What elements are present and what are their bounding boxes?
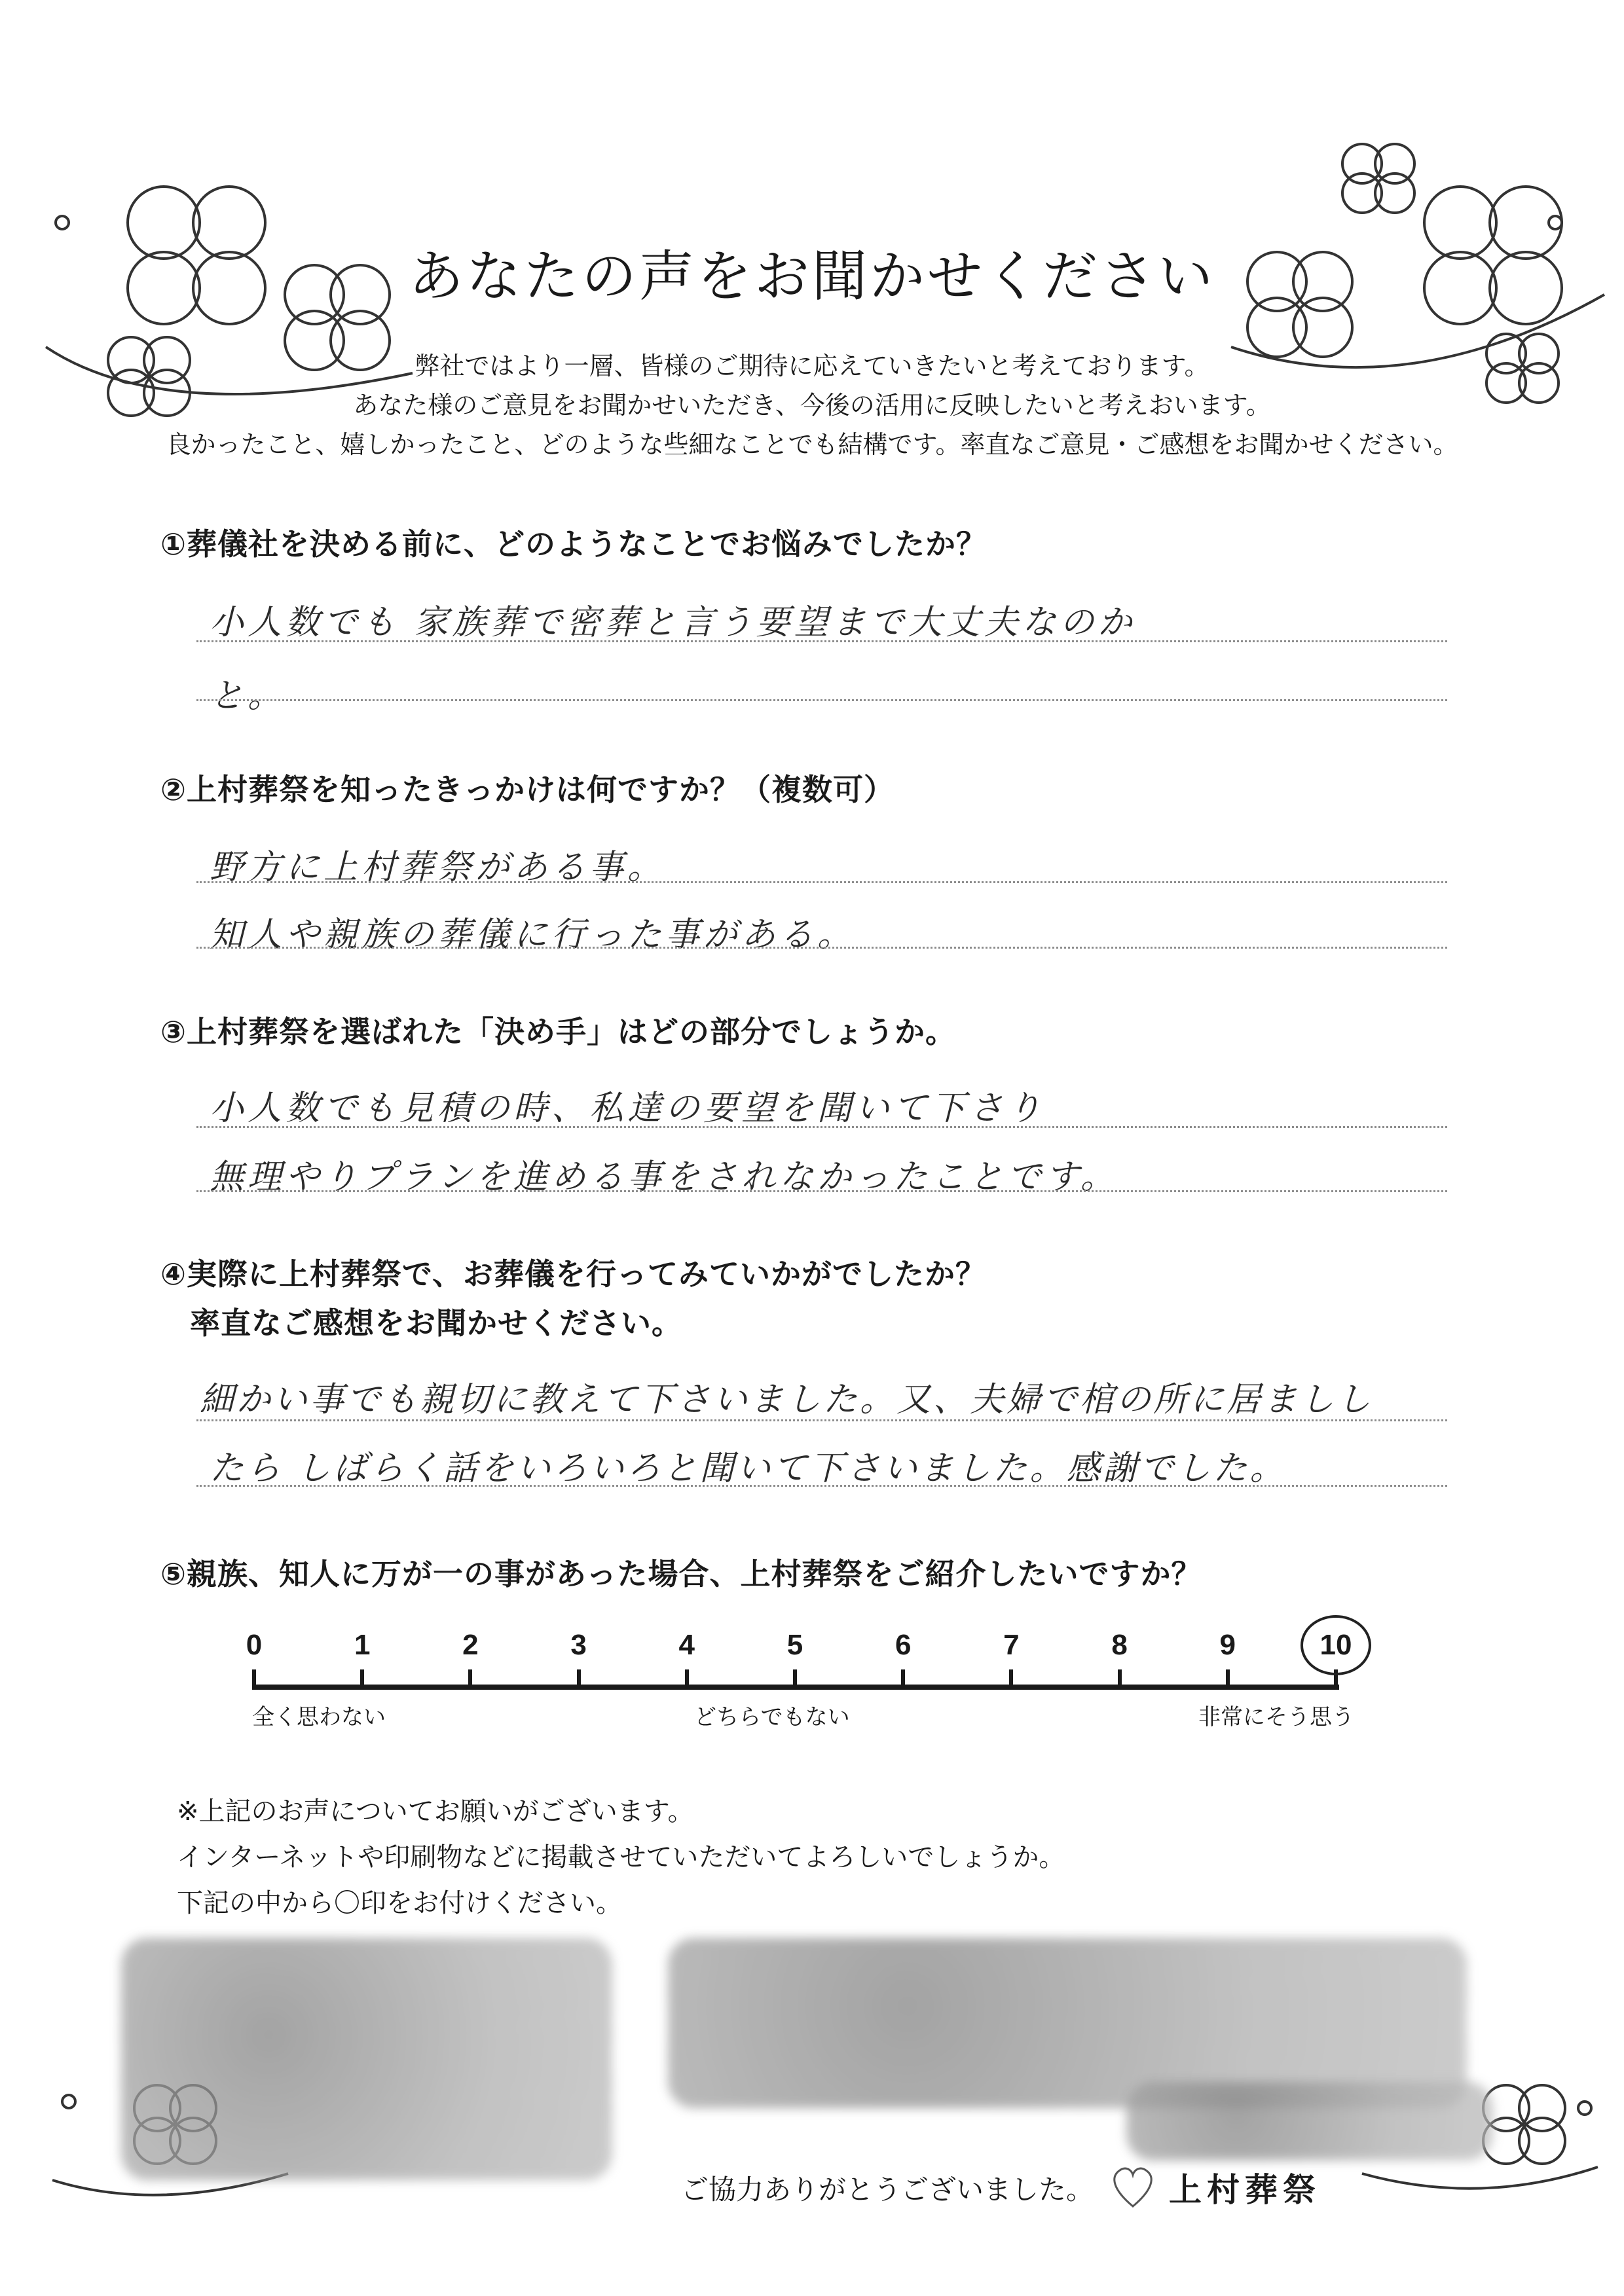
scale-tick (360, 1669, 364, 1689)
scale-number-5[interactable]: 5 (786, 1629, 803, 1661)
scale-label-high: 非常にそう思う (1198, 1704, 1354, 1730)
scale-tick (793, 1669, 797, 1689)
scale-tick (252, 1669, 256, 1689)
intro-line-3: 良かったこと、嬉しかったこと、どのような些細なことでも結構です。率直なご意見・ご感想をお聞かせください。 (166, 430, 1458, 459)
scale-tick (1226, 1669, 1230, 1689)
question-5-label: ⑤親族、知人に万が一の事があった場合、上村葬祭をご紹介したいですか？ (160, 1556, 1202, 1592)
scale-label-low: 全く思わない (252, 1704, 386, 1730)
scale-label-middle: どちらでもない (694, 1704, 850, 1730)
scale-number-9[interactable]: 9 (1219, 1629, 1236, 1661)
intro-line-1: 弊社ではより一層、皆様のご期待に応えていきたいと考えております。 (415, 352, 1209, 380)
selected-rating-circle (1293, 1609, 1378, 1681)
scale-tick (901, 1669, 905, 1689)
answer-rule (196, 699, 1447, 701)
brand-name: 上村葬祭 (1169, 2171, 1321, 2209)
question-1-answer-line-2: と。 (210, 676, 286, 716)
scale-number-3[interactable]: 3 (570, 1629, 587, 1661)
redacted-area-right-lower (1126, 2082, 1493, 2160)
question-4-answer-line-2: たら しばらく話をいろいろと聞いて下さいました。感謝でした。 (210, 1449, 1287, 1488)
redacted-area-left (121, 1938, 612, 2180)
scale-number-7[interactable]: 7 (1003, 1629, 1020, 1661)
question-4-label: ④実際に上村葬祭で、お葬儀を行ってみていかがでしたか？ (160, 1256, 987, 1292)
scale-number-6[interactable]: 6 (895, 1629, 912, 1661)
scale-number-1[interactable]: 1 (354, 1629, 371, 1661)
thanks-message: ご協力ありがとうございました。 (681, 2174, 1094, 2206)
question-3-answer-line-1: 小人数でも見積の時、私達の要望を聞いて下さり (210, 1089, 1046, 1128)
scale-tick (468, 1669, 472, 1689)
intro-line-2: あなた様のご意見をお聞かせいただき、今後の活用に反映したいと考えおいます。 (353, 391, 1271, 420)
answer-rule (196, 1126, 1447, 1128)
scale-number-4[interactable]: 4 (678, 1629, 695, 1661)
notice-line-2: インターネットや印刷物などに掲載させていただいてよろしいでしょうか。 (177, 1842, 1065, 1872)
heart-logo-icon (1107, 2160, 1159, 2213)
scale-tick (1009, 1669, 1013, 1689)
notice-line-1: ※上記のお声についてお願いがございます。 (177, 1796, 694, 1827)
page-title: あなたの声をお聞かせください (408, 244, 1215, 308)
answer-rule (196, 947, 1447, 949)
scale-number-8[interactable]: 8 (1111, 1629, 1128, 1661)
answer-rule (196, 640, 1447, 642)
question-1-answer-line-1: 小人数でも 家族葬で密葬と言う要望まで大丈夫なのか (210, 603, 1136, 642)
question-4-answer-line-1: 細かい事でも親切に教えて下さいました。又、夫婦で棺の所に居ましし (200, 1380, 1374, 1419)
scale-number-10[interactable]: 10 (1320, 1629, 1352, 1661)
question-3-answer-line-2: 無理やりプランを進める事をされなかったことです。 (210, 1157, 1118, 1197)
question-1-label: ①葬儀社を決める前に、どのようなことでお悩みでしたか？ (160, 526, 987, 562)
scale-number-2[interactable]: 2 (462, 1629, 479, 1661)
answer-rule (196, 1419, 1447, 1421)
scale-tick (1118, 1669, 1122, 1689)
question-2-answer-line-2: 知人や親族の葬儀に行った事がある。 (210, 915, 856, 955)
question-2-answer-line-1: 野方に上村葬祭がある事。 (210, 848, 666, 887)
question-2-label: ②上村葬祭を知ったきっかけは何ですか？（複数可） (160, 772, 895, 807)
answer-rule (196, 1190, 1447, 1192)
answer-rule (196, 881, 1447, 883)
question-3-label: ③上村葬祭を選ばれた「決め手」はどの部分でしょうか。 (160, 1014, 956, 1049)
scale-tick (685, 1669, 689, 1689)
notice-line-3: 下記の中から〇印をお付けください。 (177, 1888, 622, 1918)
scale-tick (577, 1669, 581, 1689)
scale-number-0[interactable]: 0 (246, 1629, 263, 1661)
question-4-label-line-2: 率直なご感想をお聞かせください。 (190, 1305, 682, 1341)
answer-rule (196, 1485, 1447, 1487)
